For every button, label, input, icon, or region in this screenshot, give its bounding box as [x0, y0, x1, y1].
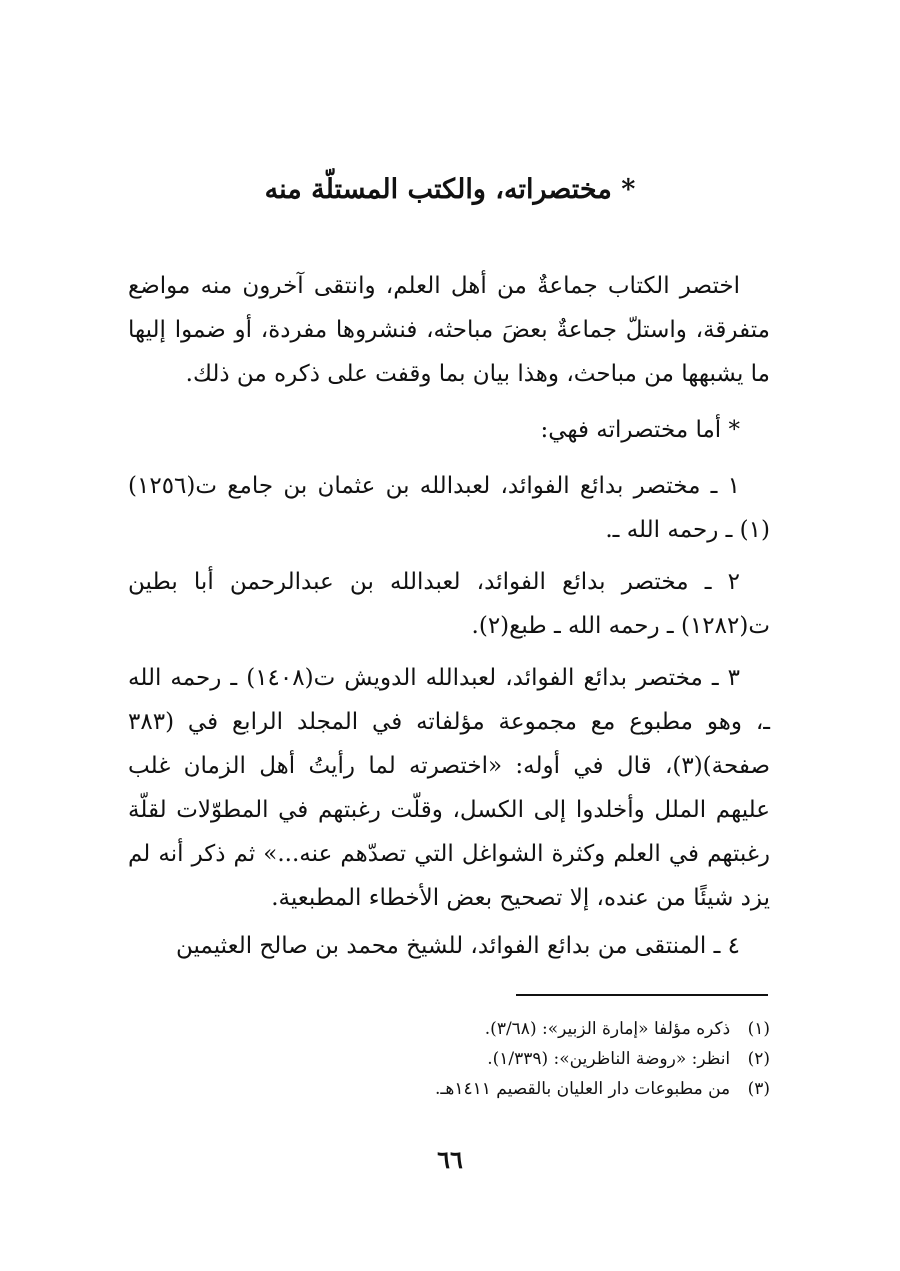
footnote-text: انظر: «روضة الناظرين»: (١/٣٣٩). [487, 1049, 731, 1069]
footnote [130, 1014, 770, 1044]
footnotes-list [130, 1014, 770, 1104]
footnote-text: ذكره مؤلفا «إمارة الزبير»: (٣/٦٨). [484, 1019, 731, 1039]
footnote-divider [516, 994, 768, 996]
footnote-text: من مطبوعات دار العليان بالقصيم ١٤١١هـ. [435, 1079, 731, 1099]
subheading: * أما مختصراته فهي: [540, 417, 740, 443]
section-heading: * مختصراته، والكتب المستلّة منه [264, 174, 636, 205]
list-item: ٤ ـ المنتقى من بدائع الفوائد، للشيخ محمد بن صالح العثيمين [175, 933, 740, 959]
intro-paragraph: اختصر الكتاب جماعةٌ من أهل العلم، وانتقى آخرون منه مواضع متفرقة، واستلّ جماعةٌ بعضَ مباحثه، فنشروها مفردة، أو ضموا إليها ما يشبهها من مباحث، وهذا بيان بما وقفت على ذكره من ذلك. [128, 273, 770, 387]
list-item: ٢ ـ مختصر بدائع الفوائد، لعبدالله بن عبدالرحمن أبا بطين ت(١٢٨٢) ـ رحمه الله ـ طبع(٢). [128, 569, 770, 639]
page-number: ٦٦ [437, 1145, 463, 1174]
list-item: ١ ـ مختصر بدائع الفوائد، لعبدالله بن عثمان بن جامع ت(١٢٥٦)(١) ـ رحمه الله ـ. [128, 473, 770, 543]
footnote [130, 1074, 770, 1104]
footnote-number: (٣) [747, 1079, 770, 1099]
footnote [130, 1044, 770, 1074]
footnote-number: (١) [747, 1019, 770, 1039]
list-item: ٣ ـ مختصر بدائع الفوائد، لعبدالله الدويش ت(١٤٠٨) ـ رحمه الله ـ، وهو مطبوع مع مجموعة مؤلفاته في المجلد الرابع في (٣٨٣ صفحة)(٣)، قال في أوله: «اختصرته لما رأيتُ أهل الزمان غلب عليهم الملل وأخلدوا إلى الكسل، وقلّت رغبتهم في المطوّلات لقلّة رغبتهم في العلم وكثرة الشواغل التي تصدّهم عنه...» ثم ذكر أنه لم يزد شيئًا من عنده، إلا تصحيح بعض الأخطاء المطبعية. [128, 665, 770, 911]
footnote-number: (٢) [747, 1049, 770, 1069]
